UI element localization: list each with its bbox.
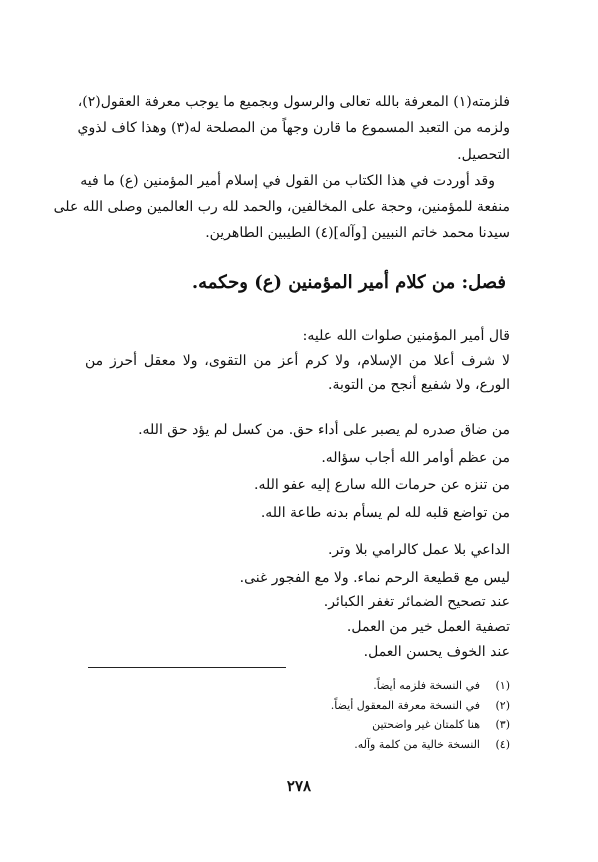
saying-line-7: الداعي بلا عمل كالرامي بلا وتر.	[327, 542, 510, 558]
footnote-number: (١)	[495, 679, 510, 692]
intro-line-4: وقد أوردت في هذا الكتاب من القول في إسلام أمير المؤمنين (ع) ما فيه	[80, 173, 495, 189]
saying-line-3: من ضاق صدره لم يصبر على أداء حق. من كسل لم يؤد حق الله.	[138, 422, 510, 438]
page-number: ٢٧٨	[286, 777, 312, 795]
saying-line-4: من عظم أوامر الله أجاب سؤاله.	[321, 450, 510, 466]
footnote-separator	[88, 667, 286, 668]
saying-line-9: عند تصحيح الضمائر تغفر الكبائر.	[323, 594, 510, 610]
footnote-3	[372, 717, 510, 732]
footnote-number: (٣)	[495, 718, 510, 731]
saying-line-5: من تنزه عن حرمات الله سارع إليه عفو الله.	[254, 477, 510, 493]
saying-line-2: الورع، ولا شفيع أنجح من التوبة.	[328, 377, 510, 393]
footnote-1	[373, 678, 510, 693]
saying-line-10: تصفية العمل خير من العمل.	[346, 619, 510, 635]
footnote-text: النسخة خالية من كلمة وآله.	[354, 738, 480, 751]
saying-line-8: ليس مع قطيعة الرحم نماء. ولا مع الفجور غنى.	[239, 570, 510, 586]
section-heading: فصل: من كلام أمير المؤمنين (ع) وحكمه.	[191, 272, 506, 293]
intro-line-2: ولزمه من التعبد المسموع ما قارن وجهاً من المصلحة له(٣) وهذا كاف لذوي	[77, 120, 510, 136]
footnote-4	[354, 737, 510, 752]
saying-line-6: من تواضع قلبه لله لم يسأم بدنه طاعة الله.	[260, 505, 510, 521]
intro-line-6: سيدنا محمد خاتم النبيين [وآله](٤) الطيبين الطاهرين.	[205, 225, 510, 241]
intro-line-1: فلزمته(١) المعرفة بالله تعالى والرسول وبجميع ما يوجب معرفة العقول(٢)،	[77, 94, 510, 110]
sayings-intro: قال أمير المؤمنين صلوات الله عليه:	[302, 328, 510, 344]
intro-line-3: التحصيل.	[457, 147, 510, 163]
footnote-text: في النسخة فلزمه أيضاً.	[373, 679, 480, 692]
footnote-number: (٤)	[495, 738, 510, 751]
footnote-text: في النسخة معرفة المعقول أيضاً.	[330, 699, 480, 712]
footnote-2	[331, 698, 510, 713]
footnote-number: (٢)	[495, 699, 510, 712]
saying-line-1: لا شرف أعلا من الإسلام، ولا كرم أعز من التقوى، ولا معقل أحرز من	[85, 353, 510, 369]
intro-line-5: منفعة للمؤمنين، وحجة على المخالفين، والحمد لله رب العالمين وصلى الله على	[53, 199, 510, 215]
footnote-text: هنا كلمتان غير واضحتين	[372, 718, 480, 731]
saying-line-11: عند الخوف يحسن العمل.	[363, 644, 510, 660]
